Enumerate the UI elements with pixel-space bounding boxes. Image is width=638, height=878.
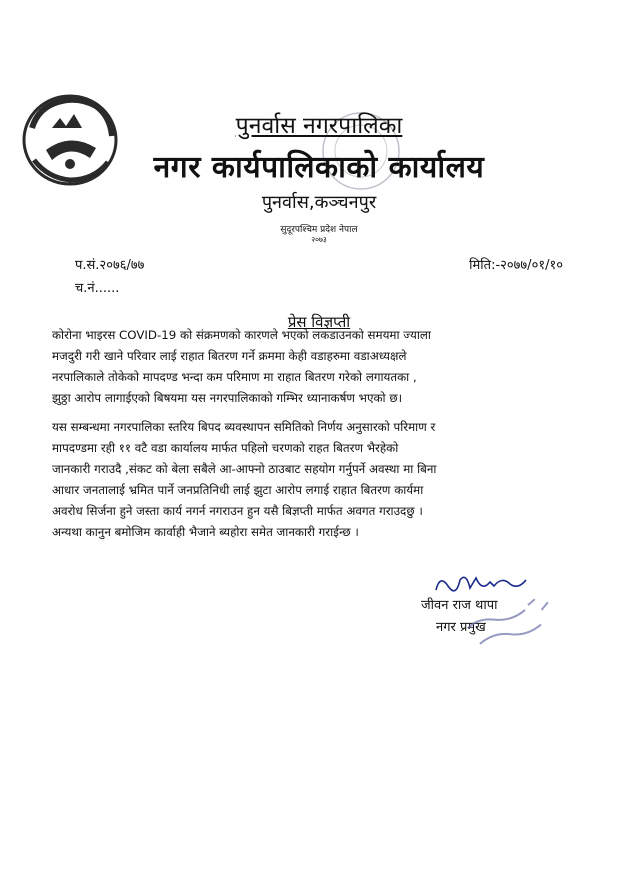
paragraph-line: कोरोना भाइरस COVID-19 को संक्रमणको कारणले भएको लकडाउनको समयमा ज्याला <box>52 328 431 342</box>
province-name: सुदूरपश्चिम प्रदेश नेपाल <box>280 225 358 235</box>
established-year: २०७३ <box>311 235 327 244</box>
paragraph-line: मजदुरी गरी खाने परिवार लाई राहात बितरण गर्ने क्रममा केही वडाहरुमा वडाअध्यक्षले <box>52 349 407 363</box>
body-paragraph-2 <box>52 417 592 543</box>
signatory-name: जीवन राज थापा <box>421 598 498 613</box>
signatory-title: नगर प्रमुख <box>436 620 486 635</box>
paragraph-line: मापदण्डमा रही ११ वटै वडा कार्यालय मार्फत पहिलो चरणको राहत बितरण भैरहेको <box>52 441 399 455</box>
document-subject: प्रेस विज्ञप्ती <box>287 313 351 331</box>
letter-reference-number: प.सं.२०७६/७७ <box>75 258 145 273</box>
office-address: पुनर्वास,कञ्चनपुर <box>261 192 377 213</box>
paragraph-line: नरपालिकाले तोकेको मापदण्ड भन्दा कम परिमाण मा राहात बितरण गरेको लगायतका , <box>52 370 417 384</box>
paragraph-line: अन्यथा कानुन बमोजिम कार्वाही भैजाने ब्यहोरा समेत जानकारी गराईन्छ । <box>52 525 359 539</box>
office-name: नगर कार्यपालिकाको कार्यालय <box>153 150 485 185</box>
municipality-name: पुनर्वास नगरपालिका <box>235 113 403 139</box>
paragraph-line: आधार जनतालाई भ्रमित पार्ने जनप्रतिनिधी लाई झुटा आरोप लगाई राहात बितरण कार्यमा <box>52 483 424 497</box>
paragraph-line: यस सम्बन्धमा नगरपालिका स्तरिय बिपद ब्यवस्थापन समितिको निर्णय अनुसारको परिमाण र <box>52 420 436 434</box>
paragraph-line: जानकारी गराउदै ,संकट को बेला सबैले आ-आफ्नो ठाउबाट सहयोग गर्नुपर्ने अवस्था मा बिना <box>52 462 437 476</box>
letter-date: मिति:-२०७७/०१/१० <box>469 258 563 273</box>
body-paragraph-1 <box>52 325 592 409</box>
paragraph-line: अवरोध सिर्जना हुने जस्ता कार्य नगर्न नगराउन हुन यसै बिज्ञप्ती मार्फत अवगत गराउदछु । <box>52 504 423 518</box>
dispatch-number: च.नं...... <box>75 281 120 296</box>
official-stamp-icon <box>440 588 580 660</box>
paragraph-line: झुठ्ठा आरोप लागाईएको बिषयमा यस नगरपालिकाको गम्भिर ध्यानाकर्षण भएको छ। <box>52 391 403 405</box>
